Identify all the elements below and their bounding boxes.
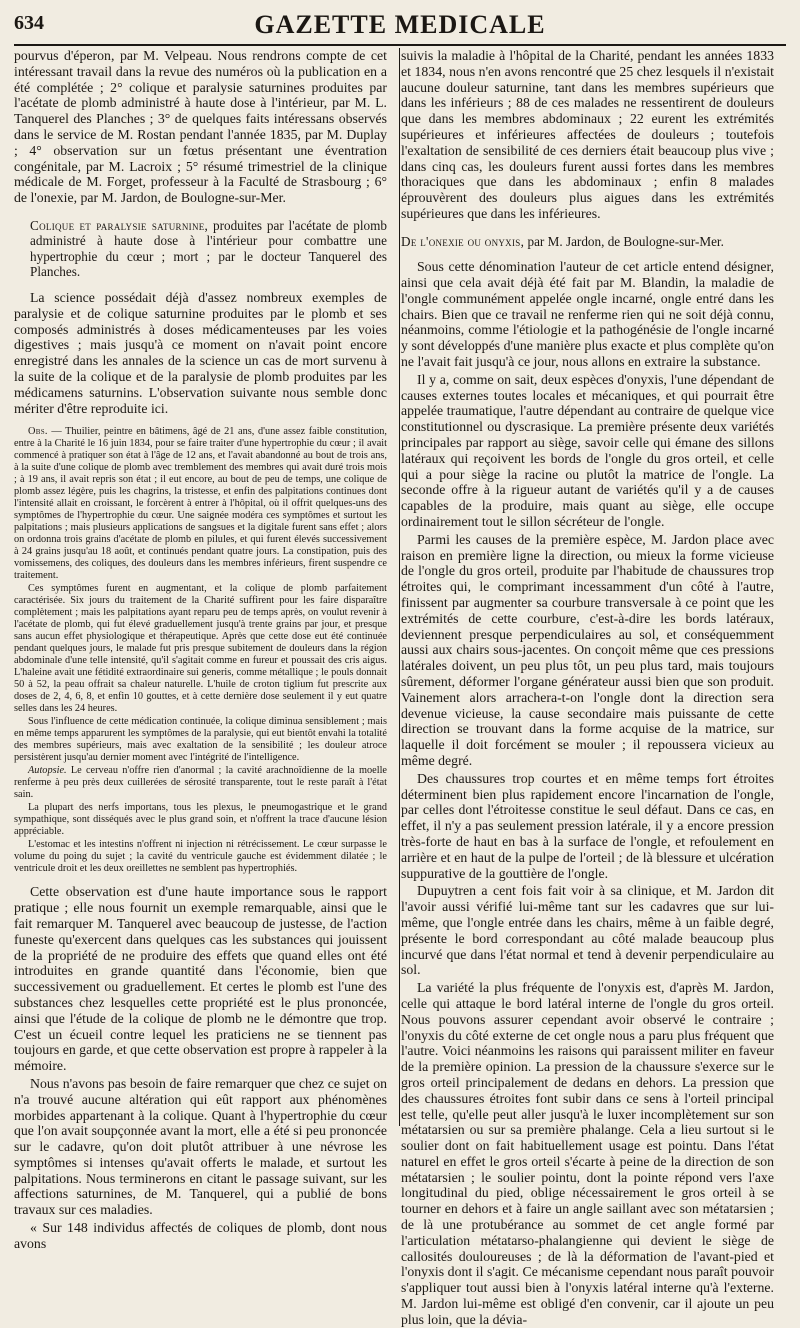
paragraph: Dupuytren a cent fois fait voir à sa clinique, et M. Jardon dit l'avoir aussi vérifié lui-même tant sur les cadavres que sur lui-même, que l'ongle entrée dans les chairs, même à un faible degré, présente le bord correspondant au côté malade beaucoup plus incurvé que dans l'état normal et tend à devenir perpendiculaire au sol.: [401, 883, 774, 978]
heading-caps: De l'onexie ou onyxis,: [401, 233, 525, 249]
obs-text: — Thuilier, peintre en bâtimens, âgé de 21 ans, d'une assez faible constitution, entre à la Charité le 16 juin 1834, pour se faire traiter d'une hypertrophie du cœur ; il avait commencé à pratiquer son état à l'âge de 12 ans, et l'avait abandonné au bout de trois ans, à la suite d'une colique de plomb avec tremblement des membres qui avait duré trois mois ; à 19 ans, il avait repris son état ; il eut encore, au bout de peu de temps, une colique de plomb assez légère, puis les chagrins, la tristesse, et enfin des palpitations continues dont l'intensité allait en croissant, le forcèrent à entrer à l'hôpital, où il offrit quelques-uns des symptômes de l'hypertrophie du cœur. Une saignée modéra ces symptômes et surtout les palpitations ; mais plusieurs applications de sangsues et la digitale furent sans effet ; alors on ordonna trois grains d'acétate de plomb en pilules, et qui furent élevés successivement à 24 grains jusqu'au 18 août, et continués pendant quatre jours. La constipation, puis des vomissemens, des coliques, des douleurs dans les membres inférieurs, firent suspendre ce traitement.: [14, 426, 387, 582]
observation-paragraph: Ces symptômes furent en augmentant, et la colique de plomb parfaitement caractérisée. Six jours du traitement de la Charité suffirent pour les faire disparaître complètement ; mais les palpitations ayant reparu peu de temps après, on voulut revenir à l'acétate de plomb, qui fut élevé graduellement jusqu'à trente grains par jour, et presque sans aucun effet physiologique et thérapeutique. Après que cette dose eut été continuée pendant quelques jours, le malade fut pris presque subitement de douleurs dans la région abdominale d'une telle intensité, qu'il s'agitait comme en fureur et poussait des cris aigus. L'haleine avait une fétidité extraordinaire sui generis, comme métallique ; le pouls donnait 50 à 52, la peau offrait sa chaleur naturelle. L'huile de croton tiglium fut prescrite aux doses de 2, 4, 6, 8, et enfin 10 gouttes, et à cette dernière dose seulement il y eut quatre selles dans les 24 heures.: [14, 583, 387, 715]
heading-rest: par M. Jardon, de Boulogne-sur-Mer.: [524, 233, 724, 249]
autopsy-label: Autopsie.: [28, 765, 67, 777]
article-heading-colique: [14, 218, 387, 280]
obs-label: Obs.: [28, 426, 48, 438]
autopsy-paragraph: [14, 765, 387, 801]
paragraph: Cette observation est d'une haute importance sous le rapport pratique ; elle nous fournit un exemple remarquable, ainsi que le fait remarquer M. Tanquerel avec beaucoup de justesse, de l'action funeste qu'exercent dans quelques cas les substances qui jouissent de la propriété de ne produire des effets que quand elles ont été introduites en grande quantité dans l'économie, bien que successivement ou graduellement. Et certes le plomb est l'une des substances chez lesquelles cette propriété est le plus prononcée, ainsi que l'étude de la colique de plomb ne le démontre que trop. C'est un écueil contre lequel les praticiens ne se tiennent pas toujours en garde, et que cette observation est propre à rappeler à la mémoire.: [14, 884, 387, 1074]
heading-caps: Colique et paralysie saturnine,: [30, 217, 209, 233]
heading-rest: produites par l'acétate de plomb administré à haute dose à l'intérieur pour combattre une hypertrophie du cœur ; mort ; par le docteur Tanquerel des Planches.: [30, 217, 387, 280]
paragraph: La variété la plus fréquente de l'onyxis est, d'après M. Jardon, celle qui attaque le bord latéral interne de l'ongle du gros orteil. Nous pouvons assurer cependant avoir observé le contraire ; l'onyxis du côté externe de cet ongle nous a paru plus fréquent que l'autre. Voici néanmoins les raisons qui paraissent militer en faveur de la première opinion. La pression de la chaussure s'exerce sur le gros orteil principalement de dedans en dehors. La pression que des chaussures étroites font subir dans ce sens à l'orteil principal est telle, qu'elle peut aller jusqu'à le luxer incomplètement sur son métatarsien ou sur sa première phalange. Cela a lieu surtout si le soulier dont on fait habituellement usage est pointu. Dans l'état naturel en effet le gros orteil s'écarte à peine de la direction de son métatarsien ; le soulier pointu, dont la pointe répond vers l'axe longitudinal du pied, oblige nécessairement le gros orteil à se tourner en dehors et à faire un angle saillant avec son métatarsien ; de là une protubérance au sommet de cet angle formé par l'articulation métatarso-phalangienne qui devient le siège de callosités douloureuses ; de là la déformation de l'avant-pied et l'onyxis dont il s'agit. Ce mécanisme cependant nous paraît pouvoir s'appliquer tout aussi bien à l'onyxis latéral interne qu'à l'externe. M. Jardon lui-même est obligé d'en convenir, car il ajoute un peu plus loin, que la dévia-: [401, 980, 774, 1327]
paragraph: Parmi les causes de la première espèce, M. Jardon place avec raison en première ligne la direction, ou mieux la forme vicieuse de l'ongle du gros orteil, produite par l'habitude de chaussures trop étroites qui, le comprimant incessamment d'un côté à l'autre, finissent par augmenter sa courbure transversale à ce point que les extrémités de cette courbure, c'est-à-dire les bords latéraux, deviennent presque perpendiculaires au sol, et conséquemment aussi aux chairs sous-jacentes. On conçoit même que ces pressions latérales doivent, un peu plus tôt, un peu plus tard, mais toujours sûrement, déformer l'organe générateur aussi bien que son produit. Vainement alors arrachera-t-on l'ongle dont la direction sera devenue vicieuse, la cause secondaire mais puissante de cette direction se trouvant dans la forme acquise de la matrice, sur laquelle il doit forcément se mouler ; il repoussera vicieux au même degré.: [401, 531, 774, 768]
observation-paragraph: [14, 426, 387, 582]
autopsy-text: Le cerveau n'offre rien d'anormal ; la cavité arachnoïdienne de la moelle renferme à peu près deux cuillerées de sérosité transparente, tout le reste paraît à l'état sain.: [14, 765, 387, 801]
paragraph: Sous cette dénomination l'auteur de cet article entend désigner, ainsi que cela avait déjà été fait par M. Blandin, la maladie de l'ongle communément appelée ongle incarné, ongle entré dans les chairs. Bien que ce travail ne renferme rien qui ne soit déjà connu, néanmoins, comme l'étiologie et la pathogénésie de l'ongle incarné y sont développés d'une manière plus exacte et plus complète qu'on ne l'avait fait jusqu'à ce jour, nous allons en extraire la substance.: [401, 259, 774, 370]
paragraph: Il y a, comme on sait, deux espèces d'onyxis, l'une dépendant de causes externes toutes locales et mécaniques, et qui pourrait être appelée traumatique, l'autre dépendant au contraire de quelque vice constitutionnel ou dyscrasique. La première présente deux variétés principales par rapport au siège, savoir celle qui émane des sillons latéraux qui reçoivent les bords de l'ongle du gros orteil, et celle qui a pour siège la racine ou plutôt la matrice de l'ongle. La seconde offre à la rigueur autant de variétés qu'il y a de causes capables de la produire, mais quant au siège, elle occupe ordinairement tout le sillon sécréteur de l'ongle.: [401, 371, 774, 530]
paragraph: Nous n'avons pas besoin de faire remarquer que chez ce sujet on n'a trouvé aucune altération qui eût rapport aux phénomènes morbides appartenant à la colique. Quant à l'hypertrophie du cœur que l'on avait soupçonnée avant la mort, elle a été si peu prononcée sur le cadavre, qu'on doit plutôt attribuer à une névrose les symptômes si intenses qu'avait offerts le malade, et surtout les palpitations. Nous terminerons en citant le passage suivant, sur les affections saturnines, de M. Tanquerel, qui a publié de bons travaux sur ces maladies.: [14, 1075, 387, 1218]
paragraph: suivis la maladie à l'hôpital de la Charité, pendant les années 1833 et 1834, nous n'en avons rencontré que 25 chez lesquels il n'existait aucune douleur saturnine, tant dans les membres supérieurs que dans les inférieurs ; 88 de ces malades ne ressentirent de douleurs que dans les membres abdominaux ; 22 eurent les extrémités supérieures et inférieures affectées de douleurs ; toutefois l'exaltation de sensibilité de ces derniers était beaucoup plus vive ; dans cinq cas, les douleurs furent aussi fortes dans les membres thoraciques que dans les abdominaux ; enfin 8 malades éprouvèrent des douleurs plus aigues dans les extrémités supérieures que dans les inférieures.: [401, 48, 774, 221]
left-column: [14, 48, 394, 1251]
article-columns: [14, 48, 786, 1327]
paragraph: Des chaussures trop courtes et en même temps fort étroites déterminent bien plus rapidement encore l'incarnation de l'ongle, par celles dont l'étroitesse constitue le seul défaut. Dans ce cas, en effet, il n'y a pas seulement pression latérale, il y a encore pression très-forte de haut en bas à la surface de l'ongle, et refoulement en arrière et en haut de la pulpe de l'orteil ; de là blessure et ulcération suppurative de la gouttière de l'ongle.: [401, 770, 774, 881]
observation-paragraph: La plupart des nerfs importans, tous les plexus, le pneumogastrique et le grand sympathique, sont disséqués avec le plus grand soin, et n'offrent la trace d'aucune lésion appréciable.: [14, 802, 387, 838]
paragraph: « Sur 148 individus affectés de coliques de plomb, dont nous avons: [14, 1220, 387, 1251]
page-number: 634: [14, 12, 44, 34]
page-header: [14, 8, 786, 46]
paragraph: La science possédait déjà d'assez nombreux exemples de paralysie et de colique saturnine produites par le plomb et ses composés administrés à doses médicamenteuses par les voies digestives ; mais jusqu'à ce moment on n'avait point encore enregistré dans les annales de la science un cas de mort survenu à la suite de la colique et de la paralysie de plomb produites par les médicamens saturnins. L'observation suivante nous semble donc mériter d'être reproduite ici.: [14, 289, 387, 416]
article-heading-onexie: [401, 234, 774, 250]
journal-title: GAZETTE MEDICALE: [254, 10, 546, 39]
observation-paragraph: Sous l'influence de cette médication continuée, la colique diminua sensiblement ; mais en même temps apparurent les symptômes de la paralysie, qui eut bientôt envahi la totalité des membres supérieurs, mais avec exaltation de la sensibilité ; les douleur atroce persistèrent jusqu'au dernier moment avec l'intégrité de l'intelligence.: [14, 716, 387, 764]
intro-paragraph: pourvus d'éperon, par M. Velpeau. Nous rendrons compte de cet intéressant travail dans la revue des numéros où la publication en a été complétée ; 2° colique et paralysie saturnines produites par l'acétate de plomb administré à haute dose à l'intérieur, par M. L. Tanquerel des Planches ; 3° de quelques faits intéressans observés dans le service de M. Rostan pendant l'année 1835, par M. Duplay ; 4° observation sur un fœtus présentant une éventration congénitale, par M. Lacroix ; 5° résumé trimestriel de la clinique médicale de M. Forget, professeur à la Faculté de Strasbourg ; 6° de l'onexie, par M. Jardon, de Boulogne-sur-Mer.: [14, 48, 387, 206]
column-rule: [399, 48, 400, 1126]
right-column: [394, 48, 774, 1327]
observation-paragraph: L'estomac et les intestins n'offrent ni injection ni rétrécissement. Le cœur surpasse le volume du poing du sujet ; la cavité du ventricule gauche est évidemment dilatée ; le ventricule droit et les deux oreillettes ne semblent pas hypertrophiés.: [14, 839, 387, 875]
